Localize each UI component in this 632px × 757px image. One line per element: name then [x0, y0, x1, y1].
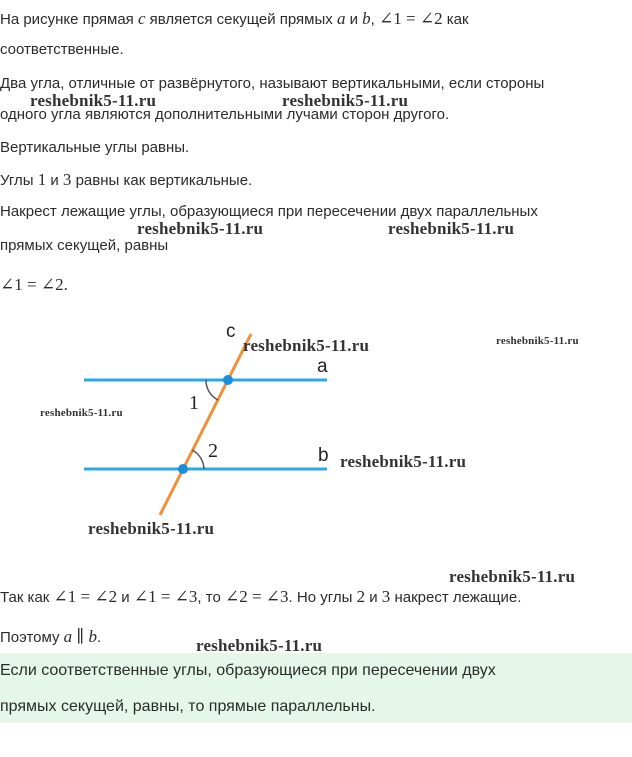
text: ,	[370, 11, 380, 28]
math-eq-2: ∠1 = ∠3	[133, 587, 198, 606]
watermark: reshebnik5-11.ru	[196, 636, 323, 655]
math-3: 3	[62, 170, 72, 189]
watermark: reshebnik5-11.ru	[30, 91, 157, 110]
paragraph-7	[0, 588, 521, 607]
math-eq-1: ∠1 = ∠2	[53, 587, 118, 606]
label-a: a	[317, 356, 328, 377]
paragraph-2-line-2: одного угла являются дополнительными лучами сторон другого.	[0, 106, 450, 123]
paragraph-6-equation: ∠1 = ∠2.	[0, 275, 68, 294]
text: Так как	[0, 589, 54, 606]
text: и	[345, 11, 363, 28]
text: Поэтому	[0, 629, 64, 646]
watermark: reshebnik5-11.ru	[388, 219, 515, 238]
intersection-point-a	[223, 375, 233, 385]
paragraph-2-line-1: Два угла, отличные от развёрнутого, называют вертикальными, если стороны	[0, 75, 545, 92]
intersection-point-b	[178, 464, 188, 474]
math-eq-3: ∠2 = ∠3	[224, 587, 289, 606]
text: и	[117, 589, 134, 606]
callout-line-2: прямых секущей, равны, то прямые параллельны.	[0, 698, 376, 715]
angle-1-arc	[206, 380, 218, 400]
theorem-callout	[0, 653, 632, 723]
text: .	[97, 629, 102, 646]
math-a: a	[336, 9, 346, 28]
paragraph-5-line-1: Накрест лежащие углы, образующиеся при пересечении двух параллельных	[0, 203, 538, 220]
text: накрест лежащие.	[390, 589, 522, 606]
label-b: b	[318, 445, 329, 466]
text: , то	[197, 589, 225, 606]
text: равны как вертикальные.	[71, 172, 253, 189]
paragraph-8	[0, 628, 101, 647]
watermark: reshebnik5-11.ru	[449, 567, 576, 586]
watermark: reshebnik5-11.ru	[243, 336, 370, 355]
watermark: reshebnik5-11.ru	[340, 452, 467, 471]
watermark: reshebnik5-11.ru	[496, 335, 579, 347]
text: На рисунке прямая	[0, 11, 138, 28]
angle-2-arc	[192, 450, 204, 469]
text: и	[46, 172, 63, 189]
secant-c	[160, 334, 251, 515]
math-3: 3	[381, 587, 391, 606]
math-2: 2	[356, 587, 366, 606]
watermark: reshebnik5-11.ru	[137, 219, 264, 238]
watermark: reshebnik5-11.ru	[88, 519, 215, 538]
math-angle-equality: ∠1 = ∠2	[379, 9, 443, 28]
paragraph-4	[0, 171, 252, 190]
paragraph-5-line-2: прямых секущей, равны	[0, 237, 169, 254]
math-c: c	[137, 9, 146, 28]
text: . Но углы	[288, 589, 357, 606]
text: является секущей прямых	[145, 11, 337, 28]
angle-label-1: 1	[189, 392, 199, 414]
label-c: c	[226, 321, 236, 342]
watermark: reshebnik5-11.ru	[40, 407, 123, 419]
math-parallel: a ∥ b	[63, 627, 97, 646]
text: и	[365, 589, 382, 606]
watermark: reshebnik5-11.ru	[282, 91, 409, 110]
math-b: b	[362, 9, 371, 28]
angle-label-2: 2	[208, 440, 218, 462]
callout-line-1: Если соответственные углы, образующиеся при пересечении двух	[0, 662, 496, 679]
paragraph-3: Вертикальные углы равны.	[0, 139, 190, 156]
text: как	[442, 11, 469, 28]
paragraph-1-line-1	[0, 10, 469, 29]
paragraph-1-line-2: соответственные.	[0, 41, 124, 58]
text: Углы	[0, 172, 38, 189]
math-1: 1	[37, 170, 47, 189]
